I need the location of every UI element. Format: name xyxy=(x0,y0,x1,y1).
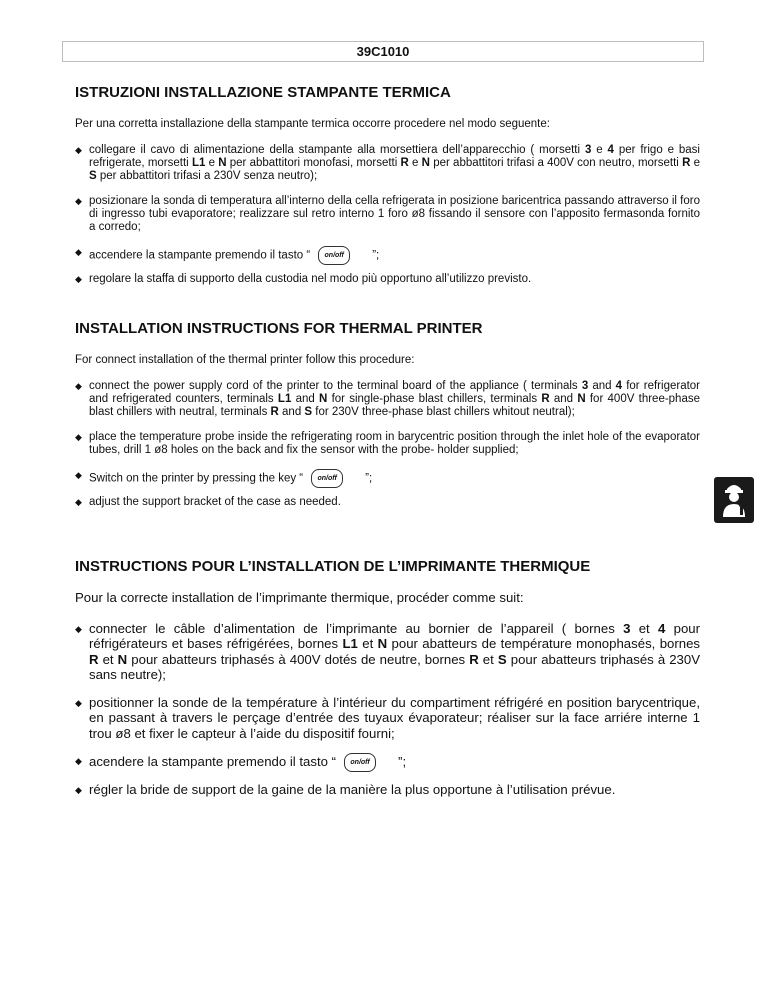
bullet-icon: ◆ xyxy=(75,274,82,284)
bullet-icon: ◆ xyxy=(75,145,82,155)
list-item: ◆ adjust the support bracket of the case as needed. xyxy=(75,496,341,508)
list-item: ◆ place the temperature probe inside the refrigerating room in barycentric position through the inlet hole of the evaporator tubes, drill 1 ø8 holes on the back and fix the sensor with the probe- holder supplied; xyxy=(75,431,700,456)
bullet-icon: ◆ xyxy=(75,432,82,442)
list-item: ◆ accendere la stampante premendo il tasto “ on/off ”; xyxy=(75,246,700,265)
list-item: ◆ posizionare la sonda di temperatura all’interno della cella refrigerata in posizione baricentrica passando attraverso il foro di ingresso tubi evaporatore; realizzare sul retro interno 1 foro ø8 fissando il sensore con l’apposito fermasonda fornito a corredo; xyxy=(75,195,700,233)
on-off-key-icon: on/off xyxy=(318,246,350,265)
bullet-icon: ◆ xyxy=(75,497,82,507)
list-item: ◆ positionner la sonde de la température à l’intérieur du compartiment réfrigéré en position barycentrique, en passant à travers le perçage d’entrée des tuyaux évaporateur; réaliser sur la face arriére interne 1 trou ø8 et fixer le capteur à l’aide du dispositif fourni; xyxy=(75,694,700,741)
section-intro: For connect installation of the thermal printer follow this procedure: xyxy=(75,354,415,366)
bullet-icon: ◆ xyxy=(75,756,82,766)
section-heading: INSTALLATION INSTRUCTIONS FOR THERMAL PRINTER xyxy=(75,320,483,337)
section-heading: INSTRUCTIONS POUR L’INSTALLATION DE L’IMPRIMANTE THERMIQUE xyxy=(75,558,591,575)
section-intro: Pour la correcte installation de l’imprimante thermique, procéder comme suit: xyxy=(75,590,524,605)
on-off-key-icon: on/off xyxy=(344,753,376,772)
technician-icon xyxy=(714,477,754,523)
bullet-icon: ◆ xyxy=(75,697,82,708)
technician-icon xyxy=(714,477,754,523)
section-heading: ISTRUZIONI INSTALLAZIONE STAMPANTE TERMICA xyxy=(75,84,451,101)
on-off-key-icon: on/off xyxy=(311,469,343,488)
bullet-icon: ◆ xyxy=(75,196,82,206)
section-italian xyxy=(75,84,700,286)
list-item: ◆ Switch on the printer by pressing the key “ on/off ”; xyxy=(75,469,700,488)
list-item: ◆ connect the power supply cord of the printer to the terminal board of the appliance ( terminals 3 and 4 for refrigerator and refrigerated counters, terminals L1 and N for single-phase blast chillers, terminals R and N for 400V three-phase blast chillers with neutral, terminals R and S for 230V three-phase blast chillers whitout neutral); xyxy=(75,380,701,418)
section-french xyxy=(75,558,700,798)
section-english xyxy=(75,320,700,509)
document-code: 39C1010 xyxy=(62,41,704,62)
bullet-icon: ◆ xyxy=(75,470,82,480)
list-item: ◆ acendere la stampante premendo il tasto “ on/off ”; xyxy=(75,753,700,772)
bullet-icon: ◆ xyxy=(75,785,82,795)
bullet-icon: ◆ xyxy=(75,623,82,634)
list-item: ◆ connecter le câble d’alimentation de l’imprimante au bornier de l’appareil ( bornes 3 et 4 pour réfrigérateurs et bases réfrigérées, bornes L1 et N pour abatteurs de température monophasés, bornes R et N pour abatteurs triphasés à 400V dotés de neutre, bornes R et S pour abatteurs triphasés à 230V sans neutre); xyxy=(75,620,701,682)
list-item: ◆ régler la bride de support de la gaine de la manière la plus opportune à l’utilisation prévue. xyxy=(75,782,616,797)
bullet-icon: ◆ xyxy=(75,381,82,391)
list-item: ◆ regolare la staffa di supporto della custodia nel modo più opportuno all’utilizzo previsto. xyxy=(75,273,532,285)
list-item: ◆ collegare il cavo di alimentazione della stampante alla morsettiera dell’apparecchio ( morsetti 3 e 4 per frigo e basi refrigerate, morsetti L1 e N per abbattitori monofasi, morsetti R e N per abbattitori trifasi a 400V con neutro, morsetti R e S per abbattitori trifasi a 230V senza neutro); xyxy=(75,144,700,182)
bullet-icon: ◆ xyxy=(75,247,82,257)
section-intro: Per una corretta installazione della stampante termica occorre procedere nel modo seguente: xyxy=(75,118,550,130)
